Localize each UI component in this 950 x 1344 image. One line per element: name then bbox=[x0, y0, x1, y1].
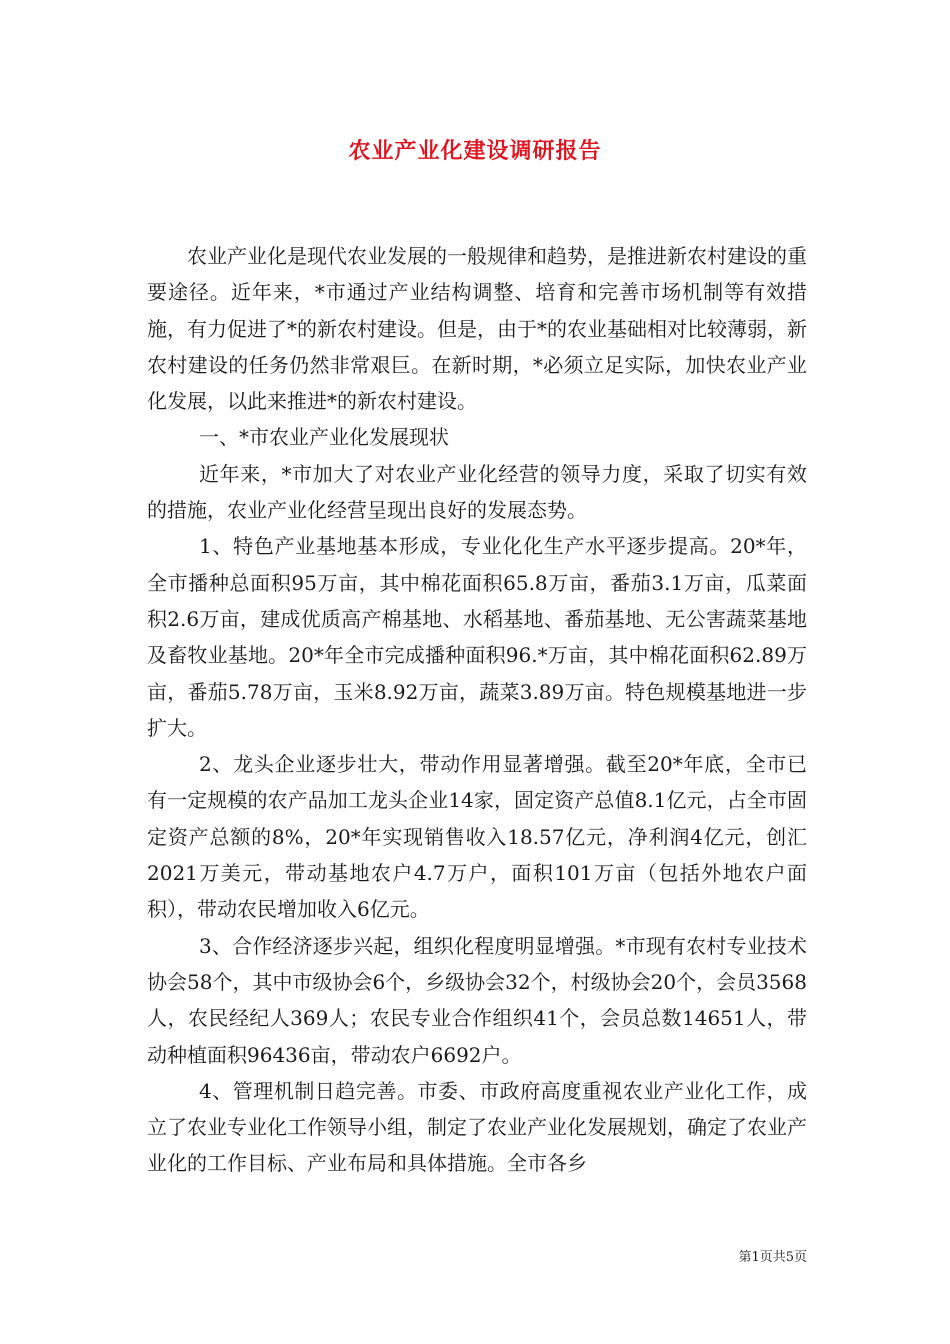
document-body bbox=[147, 238, 807, 1182]
paragraph-overview: 近年来，*市加大了对农业产业化经营的领导力度，采取了切实有效的措施，农业产业化经营呈现出良好的发展态势。 bbox=[147, 461, 807, 523]
paragraph-item-1: 1、特色产业基地基本形成，专业化化生产水平逐步提高。20*年，全市播种总面积95万亩，其中棉花面积65.8万亩，番茄3.1万亩，瓜菜面积2.6万亩，建成优质高产棉基地、水稻基地、番茄基地、无公害蔬菜基地及畜牧业基地。20*年全市完成播种面积96.*万亩，其中棉花面积62.89万亩，番茄5.78万亩，玉米8.92万亩，蔬菜3.89万亩。特色规模基地进一步扩大。 bbox=[147, 534, 807, 740]
paragraph-item-3: 3、合作经济逐步兴起，组织化程度明显增强。*市现有农村专业技术协会58个，其中市级协会6个，乡级协会32个，村级协会20个，会员3568人，农民经纪人369人；农民专业合作组织41个，会员总数14651人，带动种植面积96436亩，带动农户6692户。 bbox=[147, 933, 807, 1067]
page-number: 第1页共5页 bbox=[738, 1250, 807, 1265]
document-title: 农业产业化建设调研报告 bbox=[348, 138, 602, 164]
paragraph-item-4: 4、管理机制日趋完善。市委、市政府高度重视农业产业化工作，成立了农业专业化工作领导小组，制定了农业产业化发展规划，确定了农业产业化的工作目标、产业布局和具体措施。全市各乡 bbox=[147, 1078, 807, 1176]
paragraph-item-2: 2、龙头企业逐步壮大，带动作用显著增强。截至20*年底，全市已有一定规模的农产品加工龙头企业14家，固定资产总值8.1亿元，占全市固定资产总额的8%，20*年实现销售收入18.57亿元，净利润4亿元，创汇2021万美元，带动基地农户4.7万户，面积101万亩（包括外地农户面积），带动农民增加收入6亿元。 bbox=[147, 752, 807, 922]
section-heading: 一、*市农业产业化发展现状 bbox=[199, 425, 449, 450]
paragraph-intro: 农业产业化是现代农业发展的一般规律和趋势，是推进新农村建设的重要途径。近年来，*市通过产业结构调整、培育和完善市场机制等有效措施，有力促进了*的新农村建设。但是，由于*的农业基础相对比较薄弱，新农村建设的任务仍然非常艰巨。在新时期，*必须立足实际，加快农业产业化发展，以此来推进*的新农村建设。 bbox=[147, 244, 807, 414]
